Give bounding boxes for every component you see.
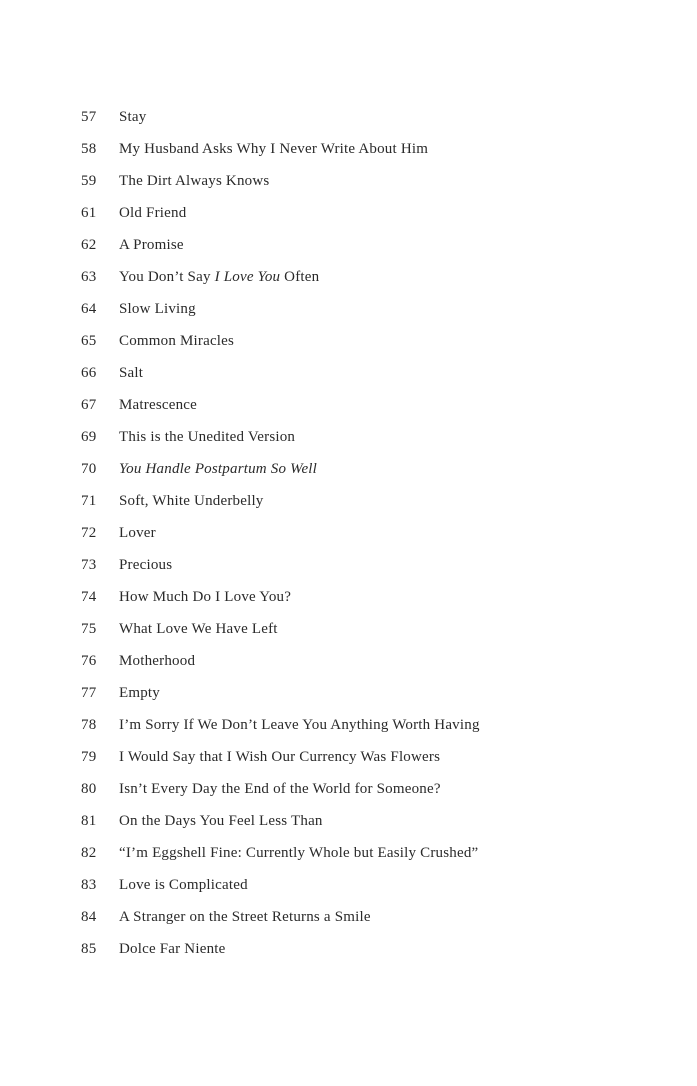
entry-title: What Love We Have Left [119, 621, 278, 637]
toc-entry [0, 485, 697, 517]
page-number: 69 [81, 429, 97, 445]
page-number: 63 [81, 269, 97, 285]
page-number: 75 [81, 621, 97, 637]
entry-title: Soft, White Underbelly [119, 493, 264, 509]
page-number: 64 [81, 301, 97, 317]
toc-entry [0, 709, 697, 741]
page-number: 70 [81, 461, 97, 477]
page-number: 67 [81, 397, 97, 413]
toc-entry [0, 165, 697, 197]
toc-entry [0, 325, 697, 357]
entry-title: Lover [119, 525, 156, 541]
toc-entry [0, 357, 697, 389]
page-number: 82 [81, 845, 97, 861]
page-number: 77 [81, 685, 97, 701]
table-of-contents [0, 101, 697, 965]
toc-entry [0, 517, 697, 549]
entry-title: Love is Complicated [119, 877, 248, 893]
toc-entry [0, 421, 697, 453]
entry-title: My Husband Asks Why I Never Write About Him [119, 141, 429, 157]
toc-entry [0, 933, 697, 965]
entry-title: Dolce Far Niente [119, 941, 226, 957]
entry-title: Isn’t Every Day the End of the World for Someone? [119, 781, 441, 797]
page-number: 57 [81, 109, 97, 125]
entry-title: How Much Do I Love You? [119, 589, 292, 605]
entry-title-pre: You Don’t Say [119, 269, 215, 285]
entry-title: A Stranger on the Street Returns a Smile [119, 909, 371, 925]
entry-title-post: Often [280, 269, 320, 285]
entry-title: Motherhood [119, 653, 196, 669]
page-number: 66 [81, 365, 97, 381]
page-number: 62 [81, 237, 97, 253]
page-number: 59 [81, 173, 97, 189]
page-number: 79 [81, 749, 97, 765]
page-number: 58 [81, 141, 97, 157]
toc-entry [0, 677, 697, 709]
page-number: 76 [81, 653, 97, 669]
page-number: 65 [81, 333, 97, 349]
entry-title: Salt [119, 365, 144, 381]
toc-entry [0, 133, 697, 165]
entry-title: Slow Living [119, 301, 196, 317]
entry-title: Common Miracles [119, 333, 235, 349]
entry-title: The Dirt Always Knows [119, 173, 270, 189]
toc-entry [0, 453, 697, 485]
toc-entry [0, 293, 697, 325]
entry-title: On the Days You Feel Less Than [119, 813, 323, 829]
entry-title: I’m Sorry If We Don’t Leave You Anything Worth Having [119, 717, 480, 733]
entry-title: Old Friend [119, 205, 187, 221]
entry-title-italic: You Handle Postpartum So Well [119, 461, 318, 477]
entry-title: “I’m Eggshell Fine: Currently Whole but Easily Crushed” [119, 845, 479, 861]
page-number: 71 [81, 493, 97, 509]
toc-entry [0, 613, 697, 645]
entry-title: Matrescence [119, 397, 197, 413]
toc-entry [0, 741, 697, 773]
toc-entry [0, 229, 697, 261]
page-number: 78 [81, 717, 97, 733]
toc-entry [0, 389, 697, 421]
entry-title: I Would Say that I Wish Our Currency Was Flowers [119, 749, 441, 765]
page-number: 83 [81, 877, 97, 893]
entry-title: This is the Unedited Version [119, 429, 296, 445]
page-number: 84 [81, 909, 97, 925]
toc-entry [0, 101, 697, 133]
entry-title: A Promise [119, 237, 184, 253]
page-number: 81 [81, 813, 97, 829]
toc-entry [0, 645, 697, 677]
page-number: 80 [81, 781, 97, 797]
page-number: 61 [81, 205, 97, 221]
toc-entry [0, 901, 697, 933]
entry-title: Stay [119, 109, 147, 125]
toc-entry [0, 805, 697, 837]
entry-title: Precious [119, 557, 173, 573]
toc-entry [0, 581, 697, 613]
toc-entry [0, 549, 697, 581]
toc-entry [0, 261, 697, 293]
page-number: 73 [81, 557, 97, 573]
entry-title [119, 261, 319, 293]
page-number: 74 [81, 589, 97, 605]
toc-entry [0, 773, 697, 805]
entry-title: Empty [119, 685, 160, 701]
page-number: 72 [81, 525, 97, 541]
toc-entry [0, 197, 697, 229]
page-number: 85 [81, 941, 97, 957]
toc-entry [0, 869, 697, 901]
toc-entry [0, 837, 697, 869]
entry-title-italic: I Love You [214, 269, 281, 285]
